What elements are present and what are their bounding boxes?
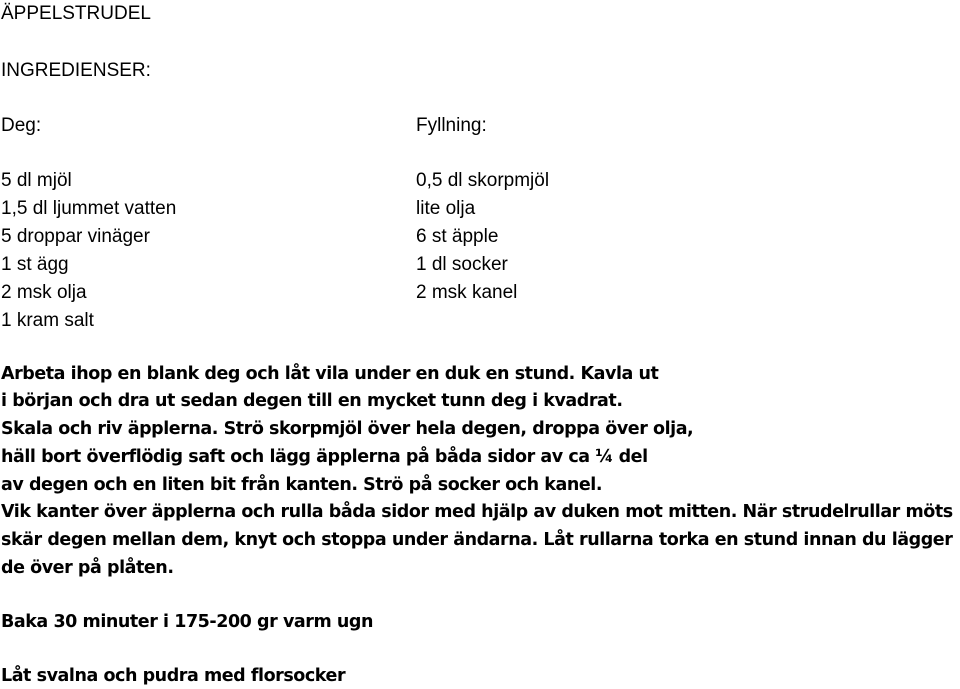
dough-heading: Deg: <box>1 115 42 136</box>
bake-instruction: Baka 30 minuter i 175-200 gr varm ugn <box>1 612 373 632</box>
filling-item: lite olja <box>416 198 476 219</box>
instruction-line: de över på plåten. <box>1 558 174 578</box>
dough-item: 5 dl mjöl <box>1 170 72 191</box>
instruction-line: i början och dra ut sedan degen till en mycket tunn deg i kvadrat. <box>1 391 623 411</box>
recipe-title: ÄPPELSTRUDEL <box>1 3 151 24</box>
dough-item: 5 droppar vinäger <box>1 226 150 247</box>
filling-item: 0,5 dl skorpmjöl <box>416 170 550 191</box>
filling-item: 6 st äpple <box>416 226 499 247</box>
instruction-line: Skala och riv äpplerna. Strö skorpmjöl över hela degen, droppa över olja, <box>1 419 694 439</box>
instruction-line: Arbeta ihop en blank deg och låt vila under en duk en stund. Kavla ut <box>1 364 659 384</box>
finish-instruction: Låt svalna och pudra med florsocker <box>1 666 346 686</box>
instruction-line: skär degen mellan dem, knyt och stoppa under ändarna. Låt rullarna torka en stund innan du lägger <box>1 530 953 550</box>
filling-item: 2 msk kanel <box>416 282 518 303</box>
dough-item: 1 st ägg <box>1 254 69 275</box>
filling-heading: Fyllning: <box>416 115 487 136</box>
instruction-line: Vik kanter över äpplerna och rulla båda sidor med hjälp av duken mot mitten. När strudelrullar möts <box>1 502 953 522</box>
instruction-line: av degen och en liten bit från kanten. Strö på socker och kanel. <box>1 475 603 495</box>
filling-item: 1 dl socker <box>416 254 508 275</box>
dough-item: 2 msk olja <box>1 282 87 303</box>
ingredients-heading: INGREDIENSER: <box>1 60 151 81</box>
dough-item: 1 kram salt <box>1 310 94 331</box>
instruction-line: häll bort överflödig saft och lägg äpplerna på båda sidor av ca ¼ del <box>1 447 648 467</box>
dough-item: 1,5 dl ljummet vatten <box>1 198 177 219</box>
